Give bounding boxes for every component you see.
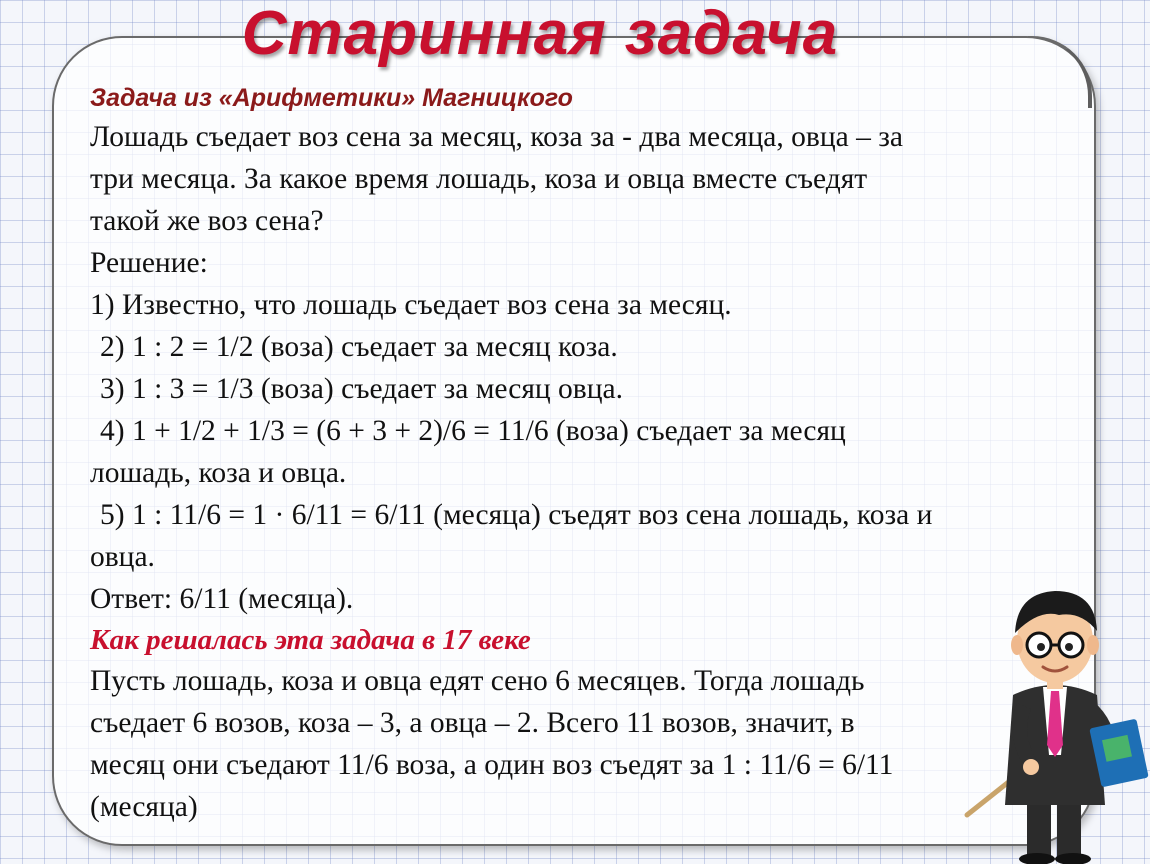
solution-step-4-continued: лошадь, коза и овца.	[90, 457, 347, 489]
answer-line: Ответ: 6/11 (месяца).	[90, 583, 354, 615]
solution-step-4: 4) 1 + 1/2 + 1/3 = (6 + 3 + 2)/6 = 11/6 (воза) съедает за месяц	[100, 415, 846, 447]
content-area	[90, 80, 1100, 828]
problem-line-3: такой же воз сена?	[90, 205, 324, 237]
history-heading: Как решалась эта задача в 17 веке	[90, 624, 531, 656]
problem-line-1: Лошадь съедает воз сена за месяц, коза за - два месяца, овца – за	[90, 121, 903, 153]
problem-line-2: три месяца. За какое время лошадь, коза и овца вместе съедят	[90, 163, 868, 195]
problem-source-heading: Задача из «Арифметики» Магницкого	[90, 84, 573, 112]
history-line-1: Пусть лошадь, коза и овца едят сено 6 месяцев. Тогда лошадь	[90, 665, 865, 697]
solution-step-3: 3) 1 : 3 = 1/3 (воза) съедает за месяц овца.	[100, 373, 623, 405]
history-line-3: месяц они съедают 11/6 воза, а один воз съедят за 1 : 11/6 = 6/11	[90, 749, 894, 781]
solution-step-5-continued: овца.	[90, 541, 155, 573]
slide-title: Старинная задача	[241, 0, 839, 68]
solution-step-1: 1) Известно, что лошадь съедает воз сена за месяц.	[90, 289, 732, 321]
history-line-4: (месяца)	[90, 791, 198, 823]
solution-label: Решение:	[90, 247, 208, 279]
solution-step-5: 5) 1 : 11/6 = 1 · 6/11 = 6/11 (месяца) съедят воз сена лошадь, коза и	[100, 499, 933, 531]
teacher-illustration	[955, 575, 1150, 864]
history-line-2: съедает 6 возов, коза – 3, а овца – 2. Всего 11 возов, значит, в	[90, 707, 855, 739]
solution-step-2: 2) 1 : 2 = 1/2 (воза) съедает за месяц коза.	[100, 331, 618, 363]
